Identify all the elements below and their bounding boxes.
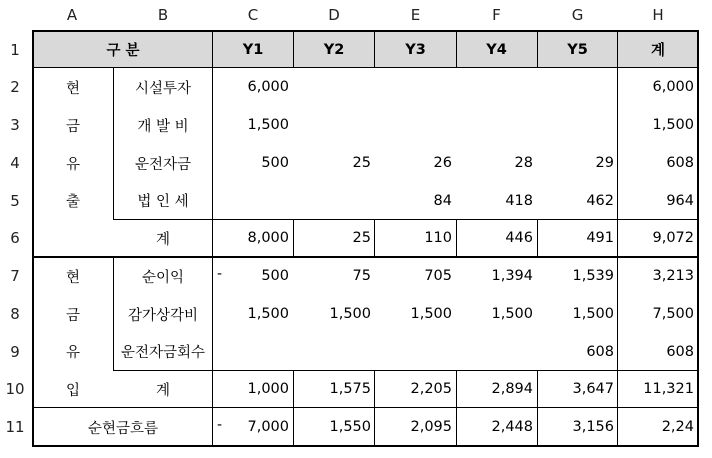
inflow-total-cell[interactable]: 3,213 bbox=[652, 268, 694, 284]
outflow-y5-cell[interactable] bbox=[537, 106, 618, 144]
inflow-sum-y2[interactable]: 1,575 bbox=[329, 381, 371, 397]
inflow-label-char[interactable]: 입 bbox=[65, 382, 80, 399]
row-header-9[interactable]: 9 bbox=[10, 342, 20, 361]
column-header-b[interactable]: B bbox=[157, 6, 169, 24]
row-header-6[interactable]: 6 bbox=[10, 229, 20, 247]
gridline-h bbox=[32, 407, 699, 408]
outflow-y1-cell[interactable] bbox=[213, 182, 293, 219]
inflow-label-char[interactable]: 유 bbox=[65, 345, 80, 361]
outflow-item-label[interactable]: 시설투자 bbox=[134, 80, 192, 97]
row-header-1[interactable]: 1 bbox=[10, 40, 20, 59]
gridline-v bbox=[456, 219, 457, 257]
inflow-total-cell[interactable]: 7,500 bbox=[652, 306, 694, 322]
outflow-item-label[interactable]: 법 인 세 bbox=[137, 194, 189, 210]
inflow-y2-cell[interactable]: 75 bbox=[352, 268, 371, 284]
outflow-y3-cell[interactable]: 26 bbox=[433, 155, 452, 171]
outflow-y5-cell[interactable]: 29 bbox=[595, 155, 614, 171]
gridline-h bbox=[113, 370, 699, 371]
outflow-sum-y4[interactable]: 446 bbox=[505, 230, 533, 246]
negative-sign: - bbox=[217, 417, 223, 433]
inflow-y1-cell[interactable]: 1,500 bbox=[247, 306, 289, 322]
inflow-y2-cell[interactable]: 1,500 bbox=[329, 306, 371, 322]
outflow-y3-cell[interactable] bbox=[375, 68, 456, 106]
outflow-total-cell[interactable]: 608 bbox=[666, 155, 694, 171]
inflow-sum-y1[interactable]: 1,000 bbox=[247, 381, 289, 397]
inflow-y4-cell[interactable]: 1,500 bbox=[491, 306, 533, 322]
gridline-h bbox=[32, 67, 699, 68]
outflow-y1-cell[interactable]: 500 bbox=[261, 155, 289, 171]
outflow-label-char[interactable]: 출 bbox=[65, 194, 80, 210]
inflow-item-label[interactable]: 운전자금회수 bbox=[120, 345, 206, 361]
gridline-h bbox=[113, 219, 699, 220]
gridline-v bbox=[617, 30, 618, 445]
inflow-y1-cell[interactable] bbox=[213, 333, 293, 370]
net-y5[interactable]: 3,156 bbox=[572, 419, 614, 435]
outflow-y1-cell[interactable]: 6,000 bbox=[247, 79, 289, 95]
outflow-total-cell[interactable]: 6,000 bbox=[652, 79, 694, 95]
header-y3[interactable]: Y3 bbox=[405, 41, 426, 58]
outflow-y1-cell[interactable]: 1,500 bbox=[247, 117, 289, 133]
row-header-5[interactable]: 5 bbox=[10, 191, 20, 210]
column-header-a[interactable]: A bbox=[66, 6, 78, 24]
header-y1[interactable]: Y1 bbox=[242, 41, 264, 58]
inflow-sum-y3[interactable]: 2,205 bbox=[410, 381, 452, 397]
table-border-left bbox=[32, 30, 34, 447]
gridline-v bbox=[293, 30, 294, 68]
outflow-sum-y5[interactable]: 491 bbox=[586, 230, 614, 246]
inflow-y5-cell[interactable]: 1,539 bbox=[572, 268, 614, 284]
inflow-y4-cell[interactable]: 1,394 bbox=[491, 268, 533, 284]
header-total[interactable]: 계 bbox=[650, 43, 665, 59]
inflow-label-char[interactable]: 현 bbox=[65, 269, 80, 286]
inflow-total-label[interactable]: 계 bbox=[155, 382, 170, 399]
outflow-sum-y3[interactable]: 110 bbox=[424, 230, 452, 246]
row-header-8[interactable]: 8 bbox=[10, 305, 20, 323]
gridline-v bbox=[113, 68, 114, 219]
header-y5[interactable]: Y5 bbox=[567, 41, 588, 58]
outflow-y3-cell[interactable]: 84 bbox=[433, 192, 452, 209]
column-header-e[interactable]: E bbox=[410, 6, 421, 24]
outflow-total-cell[interactable]: 1,500 bbox=[652, 117, 694, 133]
inflow-sum-y5[interactable]: 3,647 bbox=[572, 381, 614, 397]
gridline-v bbox=[374, 30, 375, 68]
outflow-y2-cell[interactable] bbox=[293, 106, 375, 144]
inflow-y3-cell[interactable]: 705 bbox=[424, 268, 452, 284]
row-header-2[interactable]: 2 bbox=[10, 78, 20, 96]
inflow-y2-cell[interactable] bbox=[293, 333, 375, 370]
outflow-label-char[interactable]: 유 bbox=[65, 156, 80, 173]
column-header-f[interactable]: F bbox=[492, 6, 501, 24]
outflow-total-label[interactable]: 계 bbox=[155, 231, 170, 248]
column-header-d[interactable]: D bbox=[328, 6, 340, 24]
outflow-sum-total[interactable]: 9,072 bbox=[652, 230, 694, 246]
row-header-4[interactable]: 4 bbox=[10, 154, 20, 172]
outflow-y4-cell[interactable] bbox=[456, 68, 537, 106]
outflow-y2-cell[interactable] bbox=[293, 182, 375, 219]
gridline-v bbox=[456, 370, 457, 446]
net-y1[interactable]: 7,000 bbox=[247, 419, 289, 435]
gridline-v bbox=[374, 219, 375, 257]
outflow-sum-y2[interactable]: 25 bbox=[352, 230, 371, 246]
gridline-v bbox=[293, 370, 294, 446]
inflow-y4-cell[interactable] bbox=[456, 333, 537, 370]
gridline-v bbox=[374, 370, 375, 446]
outflow-total-cell[interactable]: 964 bbox=[666, 192, 694, 209]
gridline-v bbox=[537, 30, 538, 68]
inflow-label-char[interactable]: 금 bbox=[65, 307, 80, 324]
gridline-h bbox=[32, 256, 699, 258]
row-header-7[interactable]: 7 bbox=[10, 267, 20, 285]
outflow-y4-cell[interactable]: 28 bbox=[514, 155, 533, 171]
table-border-bottom bbox=[32, 445, 699, 447]
row-header-11[interactable]: 11 bbox=[5, 418, 25, 436]
gridline-v bbox=[113, 257, 114, 370]
outflow-label-char[interactable]: 금 bbox=[65, 118, 80, 135]
row-header-3[interactable]: 3 bbox=[10, 116, 20, 134]
net-y2[interactable]: 1,550 bbox=[329, 419, 371, 435]
table-border-right bbox=[697, 30, 699, 447]
gridline-v bbox=[456, 30, 457, 68]
inflow-y5-cell[interactable]: 1,500 bbox=[572, 306, 614, 322]
header-gubun[interactable]: 구 분 bbox=[106, 43, 140, 59]
outflow-item-label[interactable]: 개 발 비 bbox=[137, 118, 189, 135]
gridline-v bbox=[537, 370, 538, 446]
net-total[interactable]: 2,24 bbox=[661, 419, 694, 435]
inflow-y3-cell[interactable]: 1,500 bbox=[410, 306, 452, 322]
inflow-item-label[interactable]: 감가상각비 bbox=[127, 307, 199, 324]
inflow-sum-y4[interactable]: 2,894 bbox=[491, 381, 533, 397]
outflow-y4-cell[interactable] bbox=[456, 106, 537, 144]
negative-sign: - bbox=[217, 266, 223, 282]
net-y3[interactable]: 2,095 bbox=[410, 419, 452, 435]
net-y4[interactable]: 2,448 bbox=[491, 419, 533, 435]
inflow-y3-cell[interactable] bbox=[375, 333, 456, 370]
outflow-label-char[interactable]: 현 bbox=[65, 80, 80, 97]
gridline-v bbox=[537, 219, 538, 257]
inflow-y1-cell[interactable]: 500 bbox=[261, 268, 289, 284]
column-header-g[interactable]: G bbox=[571, 6, 584, 24]
column-header-h[interactable]: H bbox=[652, 6, 664, 24]
inflow-sum-total[interactable]: 11,321 bbox=[643, 381, 694, 397]
inflow-item-label[interactable]: 순이익 bbox=[141, 269, 185, 286]
header-y2[interactable]: Y2 bbox=[323, 41, 345, 58]
outflow-y5-cell[interactable] bbox=[537, 68, 618, 106]
inflow-total-cell[interactable]: 608 bbox=[666, 343, 694, 360]
gridline-v bbox=[212, 30, 213, 445]
outflow-y2-cell[interactable]: 25 bbox=[352, 155, 371, 171]
outflow-y4-cell[interactable]: 418 bbox=[505, 192, 533, 209]
header-y4[interactable]: Y4 bbox=[486, 41, 507, 58]
outflow-y2-cell[interactable] bbox=[293, 68, 375, 106]
column-header-c[interactable]: C bbox=[247, 6, 259, 24]
outflow-sum-y1[interactable]: 8,000 bbox=[247, 230, 289, 246]
outflow-item-label[interactable]: 운전자금 bbox=[134, 156, 192, 173]
row-header-10[interactable]: 10 bbox=[5, 380, 25, 398]
table-border-top bbox=[32, 30, 699, 32]
inflow-y5-cell[interactable]: 608 bbox=[586, 343, 614, 360]
outflow-y5-cell[interactable]: 462 bbox=[586, 192, 614, 209]
gridline-v bbox=[293, 219, 294, 257]
net-cashflow-label[interactable]: 순현금흐름 bbox=[87, 420, 159, 437]
outflow-y3-cell[interactable] bbox=[375, 106, 456, 144]
